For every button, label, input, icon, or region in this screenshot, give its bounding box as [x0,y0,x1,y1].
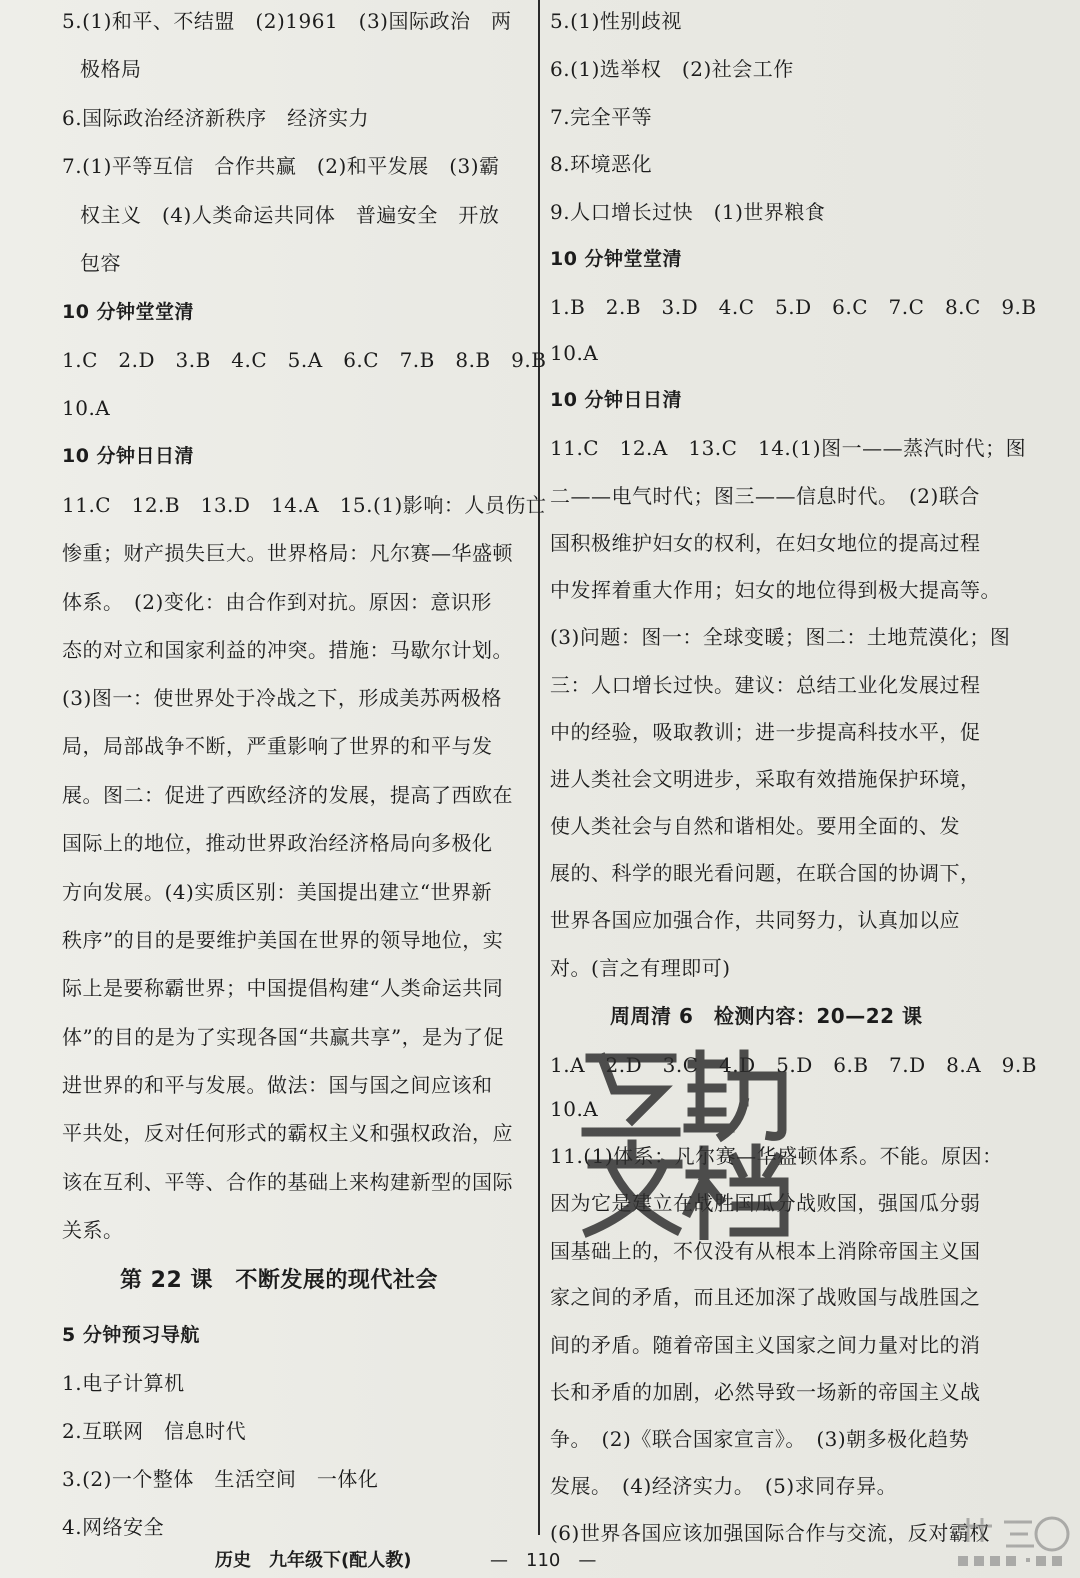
answer-line: (3)图一：使世界处于冷战之下，形成美苏两极格 [62,686,502,710]
answer-line: 1.B 2.B 3.D 4.C 5.D 6.C 7.C 8.C 9.B [550,295,1037,319]
answer-line: 11.(1)体系：凡尔赛—华盛顿体系。不能。原因： [550,1144,1003,1168]
answer-line: 极格局 [80,57,142,81]
answer-line: 中发挥着重大作用；妇女的地位得到极大提高等。 [550,578,1001,602]
answer-line: 1.A 2.D 3.C 4.D 5.D 6.B 7.D 8.A 9.B [550,1053,1037,1077]
answer-line: 秩序”的目的是要维护美国在世界的领导地位，实 [62,928,504,952]
answer-line: 5.(1)和平、不结盟 (2)1961 (3)国际政治 两 [62,9,512,33]
answer-line: 惨重；财产损失巨大。世界格局：凡尔赛—华盛顿 [62,541,513,565]
answer-line: 长和矛盾的加剧，必然导致一场新的帝国主义战 [550,1380,981,1404]
answer-line: 体”的目的是为了实现各国“共赢共享”，是为了促 [62,1025,505,1049]
column-divider [538,0,540,1535]
answer-line: 5.(1)性别歧视 [550,9,682,33]
section-heading: 10 分钟日日清 [550,389,683,411]
answer-line: 8.环境恶化 [550,152,653,176]
section-heading: 10 分钟堂堂清 [550,248,683,270]
answer-line: 10.A [550,1097,599,1121]
lesson-title: 第 22 课 不断发展的现代社会 [120,1268,438,1293]
answer-line: 包容 [80,251,121,275]
answer-line: 使人类社会与自然和谐相处。要用全面的、发 [550,814,960,838]
answer-line: 10.A [550,341,599,365]
answer-line: 国积极维护妇女的权利，在妇女地位的提高过程 [550,531,981,555]
answer-line: 对。(言之有理即可) [550,956,731,980]
section-heading: 10 分钟日日清 [62,445,195,467]
answer-line: 7.完全平等 [550,105,653,129]
answer-line: 国基础上的，不仅没有从根本上消除帝国主义国 [550,1239,981,1263]
answer-line: 际上是要称霸世界；中国提倡构建“人类命运共同 [62,976,504,1000]
answer-line: 10.A [62,396,111,420]
answer-line: 权主义 (4)人类命运共同体 普遍安全 开放 [80,203,500,227]
answer-line: 7.(1)平等互信 合作共赢 (2)和平发展 (3)霸 [62,154,500,178]
answer-line: 间的矛盾。随着帝国主义国家之间力量对比的消 [550,1333,981,1357]
answer-line: 1.电子计算机 [62,1371,185,1395]
watermark-logo [952,1512,1072,1572]
answer-line: 展的、科学的眼光看问题，在联合国的协调下， [550,861,981,885]
answer-line: 6.国际政治经济新秩序 经济实力 [62,106,370,130]
answer-line: 进人类社会文明进步，采取有效措施保护环境， [550,767,981,791]
page-number: — 110 — [490,1550,597,1571]
answer-line: 二——电气时代；图三——信息时代。 (2)联合 [550,484,980,508]
answer-line: 3.(2)一个整体 生活空间 一体化 [62,1467,379,1491]
section-heading: 10 分钟堂堂清 [62,301,195,323]
answer-line: 2.互联网 信息时代 [62,1419,247,1443]
answer-line: 争。 (2)《联合国家宣言》。 (3)朝多极化趋势 [550,1427,970,1451]
answer-line: (3)问题：图一：全球变暖；图二：土地荒漠化；图 [550,625,1011,649]
answer-line: 9.人口增长过快 (1)世界粮食 [550,200,826,224]
answer-line: 展。图二：促进了西欧经济的发展，提高了西欧在 [62,783,513,807]
answer-line: 态的对立和国家利益的冲突。措施：马歇尔计划。 [62,638,513,662]
answer-line: 家之间的矛盾，而且还加深了战败国与战胜国之 [550,1285,981,1309]
weekly-test-heading: 周周清 6 检测内容：20—22 课 [610,1004,923,1028]
answer-line: 11.C 12.B 13.D 14.A 15.(1)影响：人员伤亡 [62,493,547,517]
answer-line: 局，局部战争不断，严重影响了世界的和平与发 [62,734,493,758]
answer-line: 进世界的和平与发展。做法：国与国之间应该和 [62,1073,493,1097]
answer-line: 1.C 2.D 3.B 4.C 5.A 6.C 7.B 8.B 9.B [62,348,547,372]
answer-line: 世界各国应加强合作，共同努力，认真加以应 [550,908,960,932]
answer-line: 6.(1)选举权 (2)社会工作 [550,57,794,81]
answer-line: 体系。 (2)变化：由合作到对抗。原因：意识形 [62,590,492,614]
answer-line: 4.网络安全 [62,1515,165,1539]
answer-line: 关系。 [62,1218,124,1242]
answer-line: 国际上的地位，推动世界政治经济格局向多极化 [62,831,493,855]
answer-line: (6)世界各国应该加强国际合作与交流，反对霸权 [550,1521,990,1545]
answer-line: 方向发展。(4)实质区别：美国提出建立“世界新 [62,880,493,904]
answer-line: 发展。 (4)经济实力。 (5)求同存异。 [550,1474,898,1498]
answer-line: 平共处，反对任何形式的霸权主义和强权政治，应 [62,1121,513,1145]
answer-line: 中的经验，吸取教训；进一步提高科技水平，促 [550,720,981,744]
answer-line: 因为它是建立在战胜国瓜分战败国，强国瓜分弱 [550,1191,981,1215]
stamp-logo [572,1040,800,1240]
answer-line: 三：人口增长过快。建议：总结工业化发展过程 [550,673,981,697]
answer-line: 11.C 12.A 13.C 14.(1)图一——蒸汽时代；图 [550,436,1027,460]
footer-subject: 历史 九年级下(配人教) [215,1550,412,1571]
answer-line: 该在互利、平等、合作的基础上来构建新型的国际 [62,1170,513,1194]
section-heading: 5 分钟预习导航 [62,1324,200,1346]
